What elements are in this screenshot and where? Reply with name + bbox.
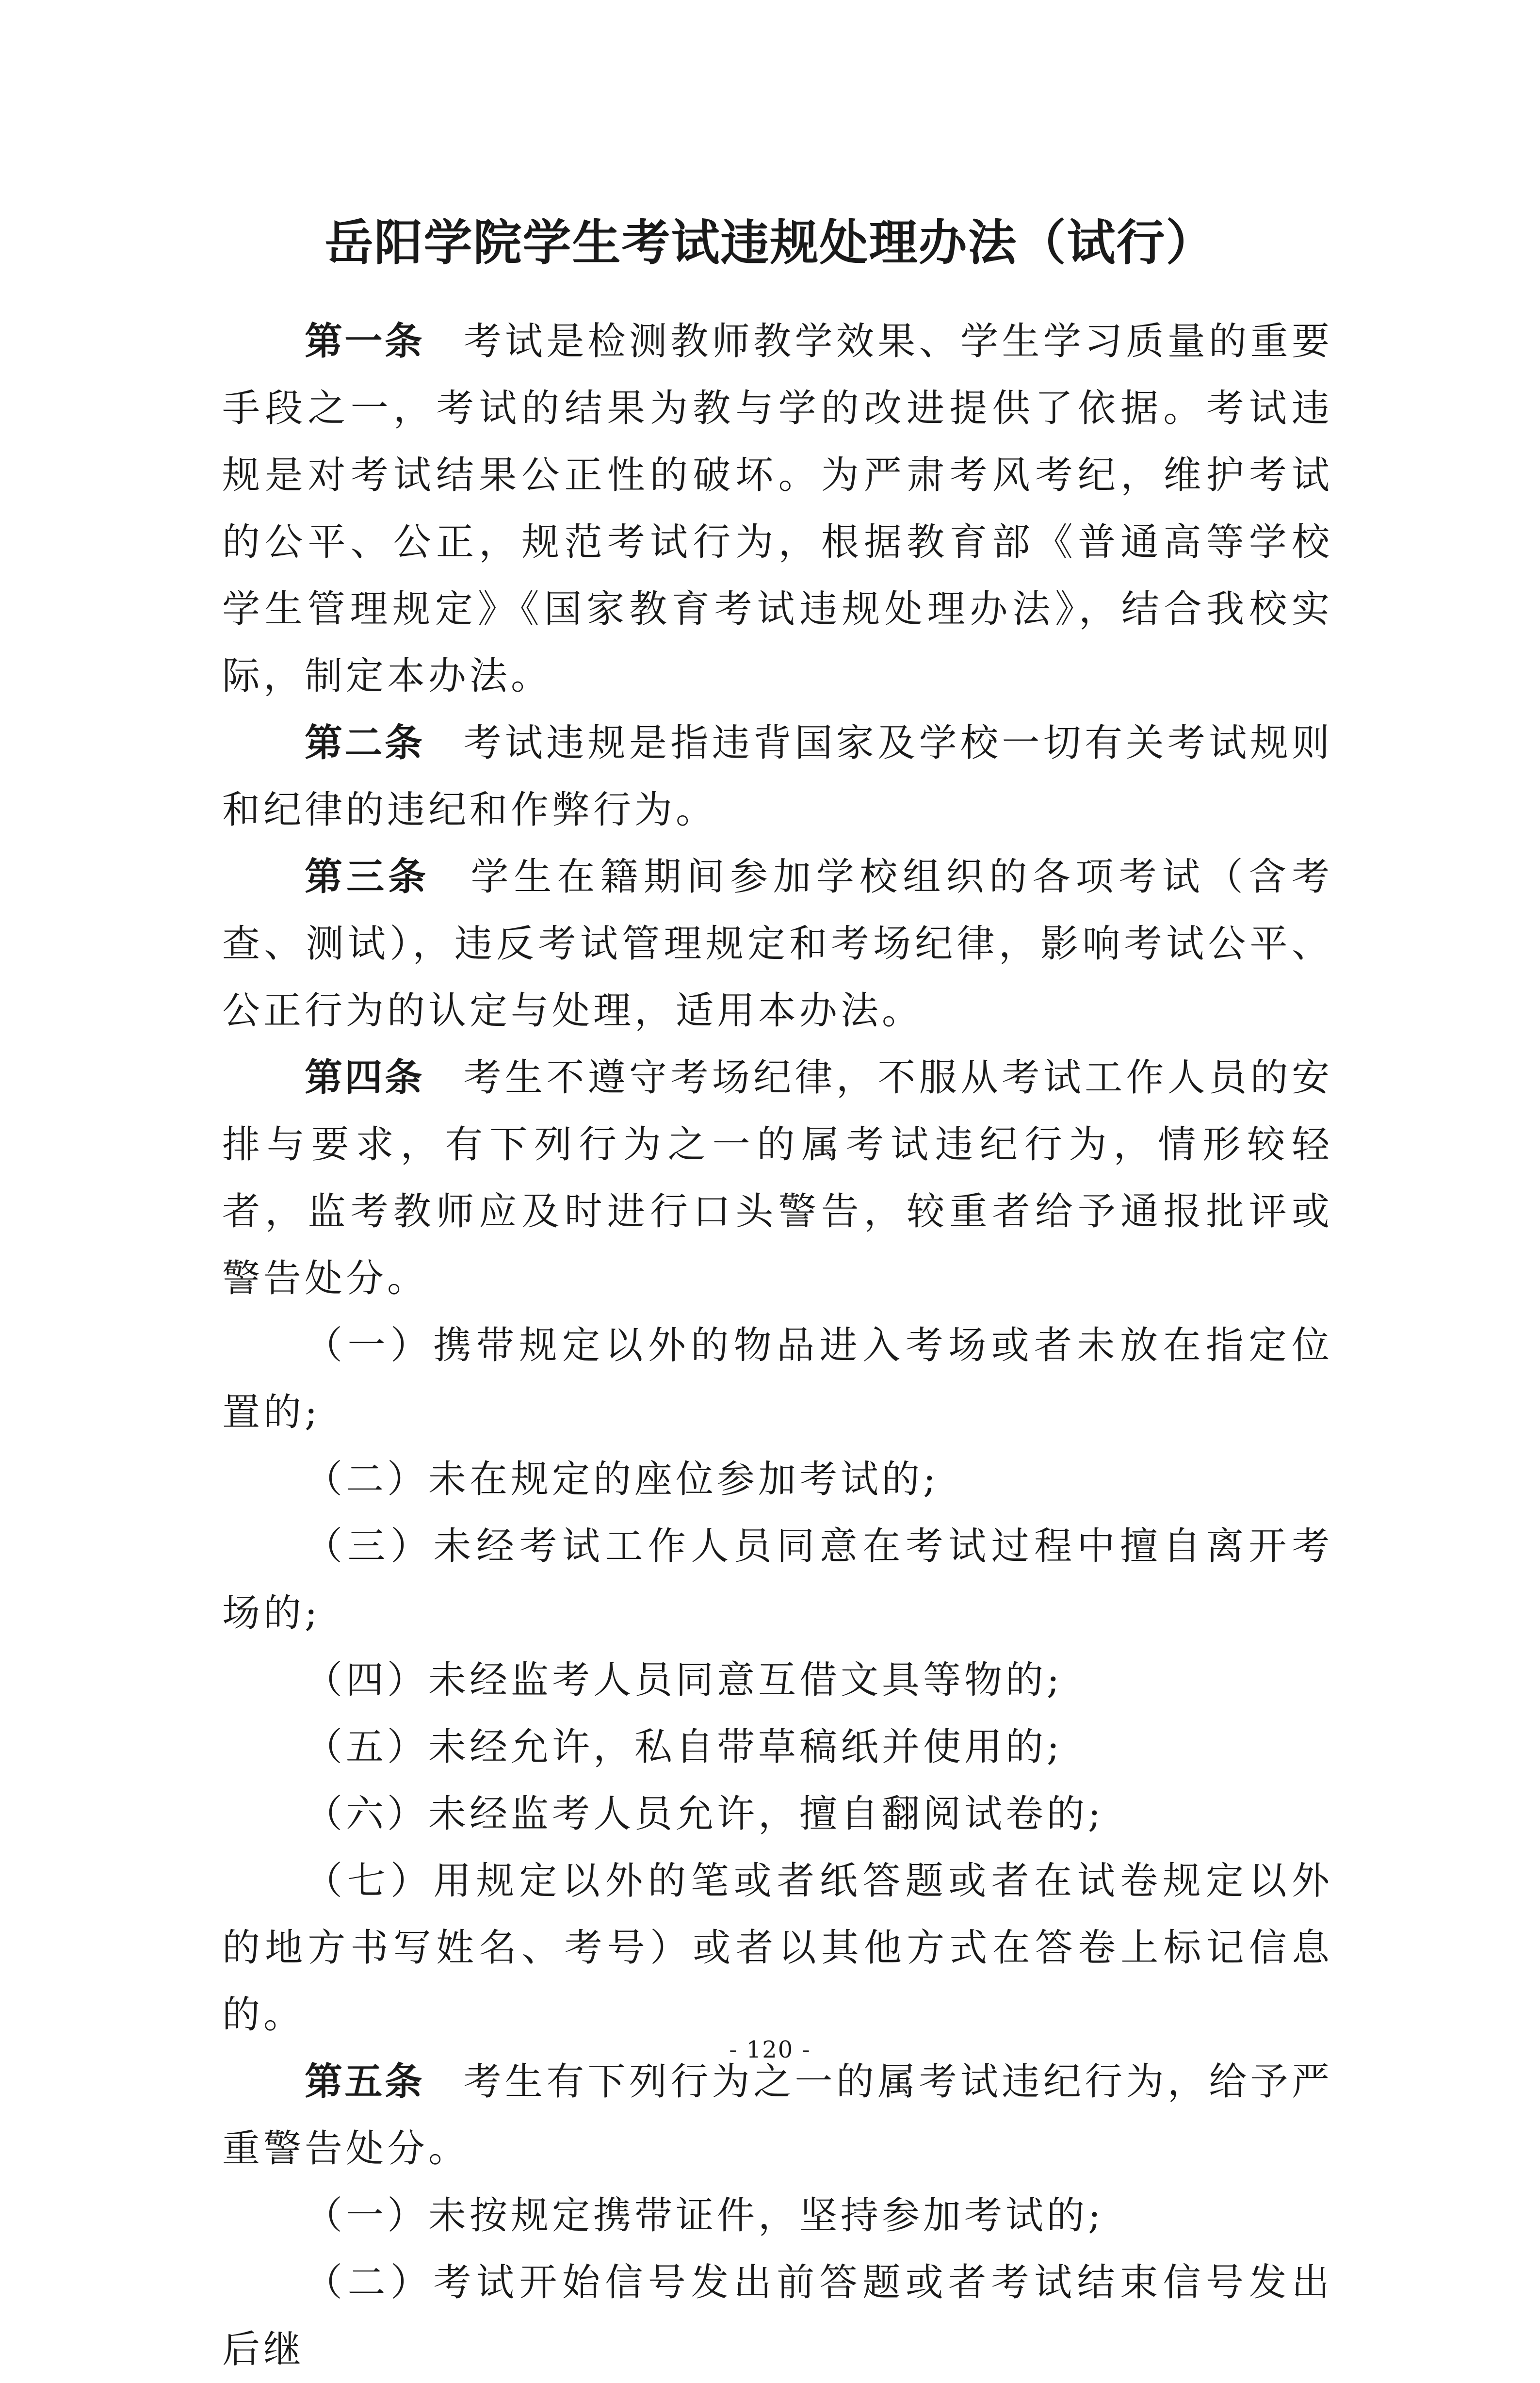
list-item: （一）未按规定携带证件，坚持参加考试的;	[305, 2194, 1104, 2237]
article-5	[222, 2048, 1333, 2182]
article-1	[222, 308, 1333, 710]
list-item: （七）用规定以外的笔或者纸答题或者在试卷规定以外的地方书写姓名、考号）或者以其他方式在答卷上标记信息的。	[222, 1859, 1333, 2037]
article-4	[222, 1044, 1333, 1312]
article-text: 考生有下列行为之一的属考试违纪行为，给予严重警告处分。	[222, 2060, 1333, 2171]
article-label: 第一条	[305, 319, 425, 363]
list-item: （二）考试开始信号发出前答题或者考试结束信号发出后继	[222, 2261, 1333, 2371]
list-item: （三）未经考试工作人员同意在考试过程中擅自离开考场的;	[222, 1524, 1333, 1635]
list-item: （五）未经允许，私自带草稿纸并使用的;	[305, 1725, 1063, 1769]
list-item: （四）未经监考人员同意互借文具等物的;	[305, 1658, 1063, 1702]
list-item: （六）未经监考人员允许，擅自翻阅试卷的;	[305, 1792, 1104, 1836]
article-text: 考生不遵守考场纪律，不服从考试工作人员的安排与要求，有下列行为之一的属考试违纪行为，情形较轻者，监考教师应及时进行口头警告，较重者给予通报批评或警告处分。	[222, 1056, 1333, 1300]
article-label: 第四条	[305, 1055, 425, 1100]
article-label: 第二条	[305, 721, 425, 765]
article-label: 第五条	[305, 2059, 425, 2104]
article-3	[222, 843, 1333, 1044]
article-text: 考试违规是指违背国家及学校一切有关考试规则和纪律的违纪和作弊行为。	[222, 721, 1333, 832]
article-label: 第三条	[305, 855, 430, 899]
article-text: 考试是检测教师教学效果、学生学习质量的重要手段之一，考试的结果为教与学的改进提供了依据。考试违规是对考试结果公正性的破坏。为严肃考风考纪，维护考试的公平、公正，规范考试行为，根据教育部《普通高等学校学生管理规定》《国家教育考试违规处理办法》，结合我校实际，制定本办法。	[222, 320, 1333, 698]
article-text: 学生在籍期间参加学校组织的各项考试（含考查、测试），违反考试管理规定和考场纪律，影响考试公平、公正行为的认定与处理，适用本办法。	[222, 855, 1333, 1033]
document-title: 岳阳学院学生考试违规处理办法（试行）	[324, 214, 1216, 271]
document-body	[222, 308, 1333, 2383]
list-item: （一）携带规定以外的物品进入考场或者未放在指定位置的;	[222, 1324, 1333, 1434]
list-item: （二）未在规定的座位参加考试的;	[305, 1458, 940, 1501]
page-number: - 120 -	[729, 2036, 811, 2063]
article-2	[222, 710, 1333, 843]
